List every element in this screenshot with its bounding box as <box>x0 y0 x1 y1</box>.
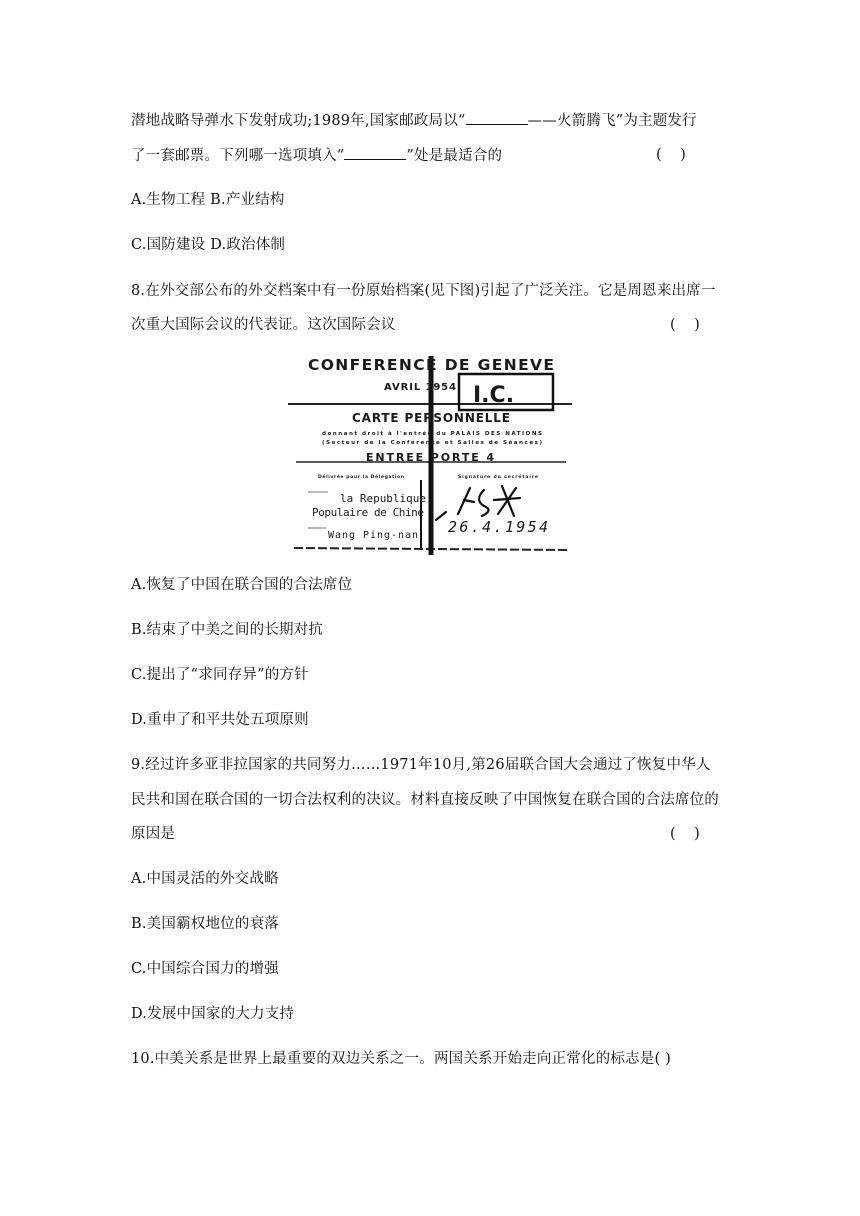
card-small-line2: (Secteur de la Conférence et Salles de Séances) <box>322 440 542 446</box>
q10-stem-line1: 10.中美关系是世界上最重要的双边关系之一。两国关系开始走向正常化的标志是( ) <box>131 1051 671 1067</box>
q8-answer-paren: ( ) <box>670 317 700 333</box>
q7-blank-2 <box>344 145 406 160</box>
q7-options-cd: C.国防建设 D.政治体制 <box>131 237 286 253</box>
card-code: I.C. <box>473 383 515 408</box>
q7-blank-1 <box>466 110 528 125</box>
q9-option-c: C.中国综合国力的增强 <box>131 961 279 977</box>
q9-option-a: A.中国灵活的外交战略 <box>131 871 279 887</box>
q9-option-b: B.美国霸权地位的衰落 <box>131 916 279 932</box>
q9-stem-line3: 原因是 <box>131 826 176 842</box>
q8-option-a: A.恢复了中国在联合国的合法席位 <box>131 577 353 593</box>
q8-stem-line1: 8.在外交部公布的外交档案中有一份原始档案(见下图)引起了广泛关注。它是周恩来出席一 <box>131 283 716 299</box>
q7-stem-line1 <box>131 110 697 131</box>
q9-stem-line2: 民共和国在联合国的一切合法权利的决议。材料直接反映了中国恢复在联合国的合法席位的 <box>131 792 719 808</box>
card-small-line1: donnant droit à l'entrée du PALAIS DES NATIONS <box>322 431 542 437</box>
q9-answer-paren: ( ) <box>670 826 700 842</box>
q8-option-c: C.提出了“求同存异”的方针 <box>131 667 309 683</box>
card-republic: la Republique <box>340 492 426 505</box>
card-populaire: Populaire de Chine <box>312 506 424 519</box>
q7-stem-text-d: ”处是最适合的 <box>406 148 503 164</box>
card-date: AVRIL 1954 <box>384 382 456 393</box>
card-carte-personnelle: CARTE PERSONNELLE <box>352 411 510 425</box>
q7-options-ab: A.生物工程 B.产业结构 <box>131 192 285 208</box>
q7-stem-line2 <box>131 145 502 166</box>
q8-stem-line2: 次重大国际会议的代表证。这次国际会议 <box>131 317 396 333</box>
q8-option-b: B.结束了中美之间的长期对抗 <box>131 622 324 638</box>
q9-option-d: D.发展中国家的大力支持 <box>131 1006 295 1022</box>
card-entree-porte: ENTREE PORTE 4 <box>366 451 494 464</box>
q7-stem-text-a: 潜地战略导弹水下发射成功;1989年,国家邮政局以“ <box>131 113 466 129</box>
q7-stem-text-b: ——火箭腾飞”为主题发行 <box>527 113 697 129</box>
card-label-delegation: Délivrée pour la Délégation <box>318 475 404 480</box>
q9-stem-line1: 9.经过许多亚非拉国家的共同努力……1971年10月,第26届联合国大会通过了恢复中华人 <box>131 757 711 773</box>
card-conference-title: CONFERENCE DE GENEVE <box>308 356 554 374</box>
card-label-signature: Signature du secrétaire <box>458 475 538 480</box>
card-stamp-date: 26.4.1954 <box>448 518 548 536</box>
q8-option-d: D.重申了和平共处五项原则 <box>131 712 309 728</box>
card-delegate-name: Wang Ping-nan <box>328 530 418 541</box>
geneva-conference-pass-image <box>288 350 572 558</box>
q7-stem-text-c: 了一套邮票。下列哪一选项填入“ <box>131 148 345 164</box>
q7-answer-paren: ( ) <box>656 147 686 163</box>
